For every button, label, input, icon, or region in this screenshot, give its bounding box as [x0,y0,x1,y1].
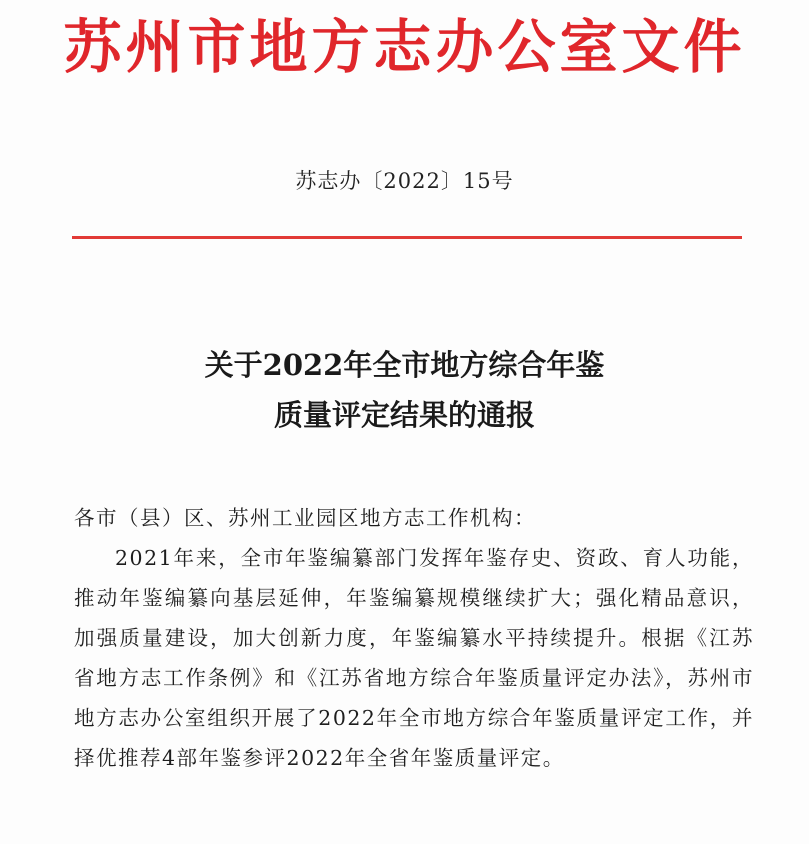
salutation: 各市（县）区、苏州工业园区地方志工作机构： [74,506,536,530]
notice-title-line-2: 质量评定结果的通报 [273,398,535,432]
notice-title-line-1: 关于2022年全市地方综合年鉴 [204,348,605,382]
red-separator-line [72,236,742,239]
document-number: 苏志办〔2022〕15号 [295,169,514,193]
notice-body [74,498,754,778]
notice-title [0,340,809,440]
body-paragraph: 2021年来，全市年鉴编纂部门发挥年鉴存史、资政、育人功能，推动年鉴编纂向基层延伸，年鉴编纂规模继续扩大；强化精品意识，加强质量建设，加大创新力度，年鉴编纂水平持续提升。根据《江苏省地方志工作条例》和《江苏省地方综合年鉴质量评定办法》，苏州市地方志办公室组织开展了2022年全市地方综合年鉴质量评定工作，并择优推荐4部年鉴参评2022年全省年鉴质量评定。 [74,546,754,770]
red-header-masthead: 苏州市地方志办公室文件 [63,13,746,81]
